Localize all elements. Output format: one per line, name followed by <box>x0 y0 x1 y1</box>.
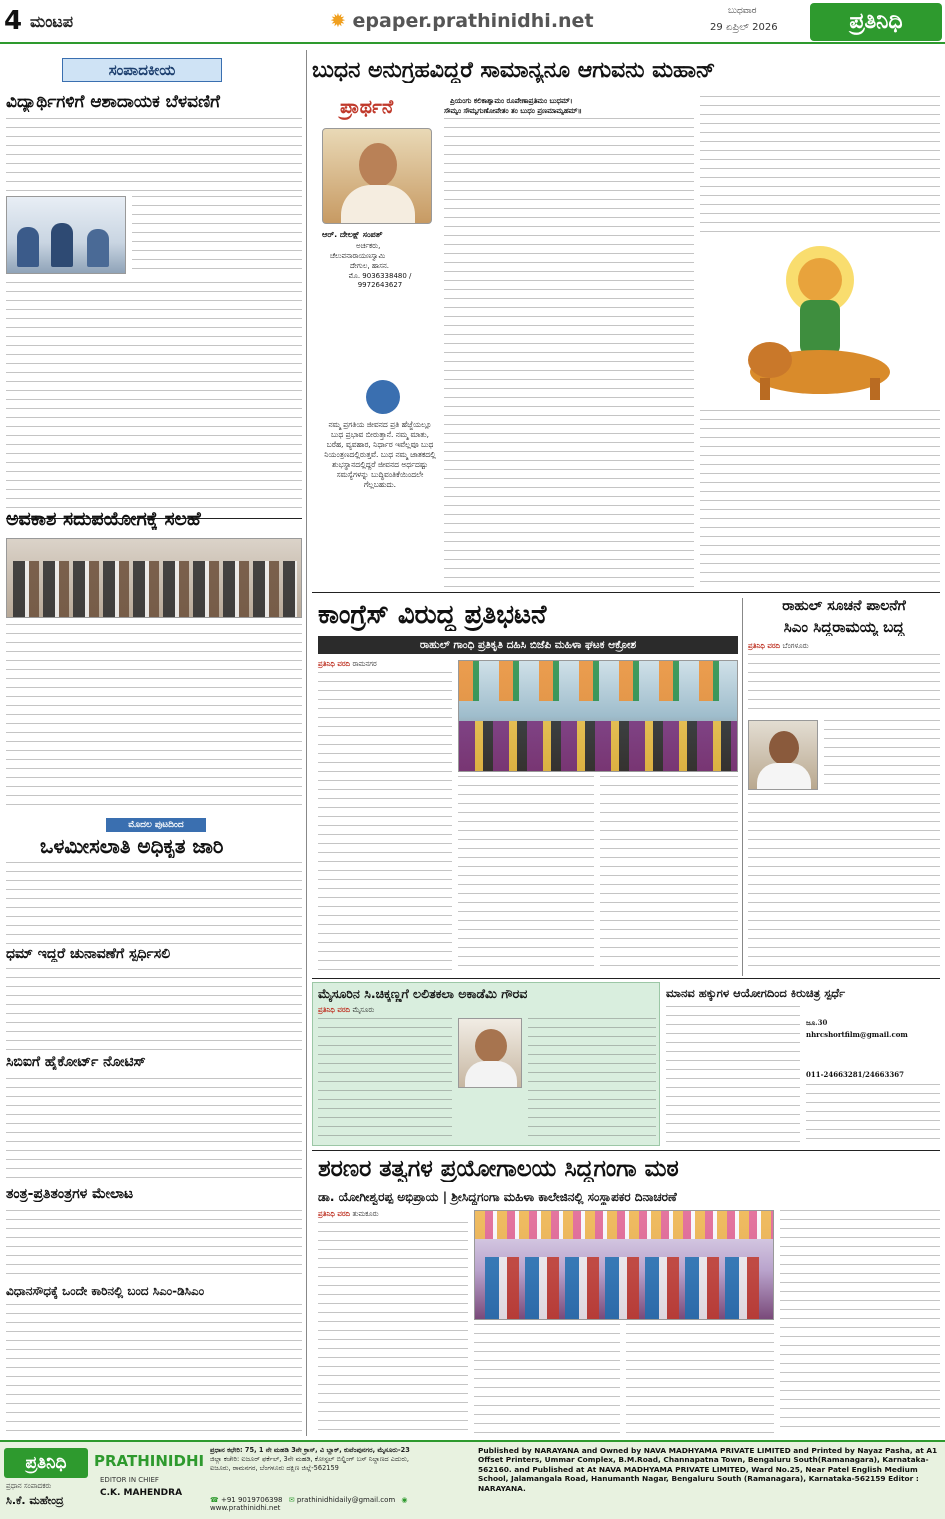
editorial-photo <box>6 196 126 274</box>
author-phone: ಮೊ. 9036338480 / 9972643627 <box>348 272 412 289</box>
byline-text: ಪ್ರತಿನಿಧಿ ವರದಿ <box>318 1210 351 1218</box>
byline-text: ಪ್ರತಿನಿಧಿ ವರದಿ <box>318 660 351 668</box>
stage-flowers <box>475 1211 774 1239</box>
footer <box>0 1440 945 1519</box>
footer-editor-name-kn: ಸಿ.ಕೆ. ಮಹೇಂದ್ರ <box>6 1494 64 1507</box>
rahul-headline-2: ಸಿಎಂ ಸಿದ್ದರಾಮಯ್ಯ ಬದ್ಧ <box>783 618 905 636</box>
column-divider <box>742 598 743 976</box>
author-place: ದೇಗುಲ, ಹಾಸನ. <box>350 262 389 270</box>
avakasha-headline: ಅವಕಾಶ ಸದುಪಯೋಗಕ್ಕೆ ಸಲಹೆ <box>6 508 201 530</box>
rahul-body-side <box>824 720 940 790</box>
editorial-body-bottom <box>6 282 302 514</box>
feature-headline: ಬುಧನ ಅನುಗ್ರಹವಿದ್ದರೆ ಸಾಮಾನ್ಯನೂ ಆಗುವನು ಮಹಾನ್ <box>312 58 716 83</box>
chikkanna-photo <box>458 1018 522 1088</box>
sharanara-subheadline: ಡಾ. ಯೋಗೀಶ್ವರಪ್ಪ ಅಭಿಪ್ರಾಯ | ಶ್ರೀಸಿದ್ದಗಂಗಾ ಮಹಿಳಾ ಕಾಲೇಜಿನಲ್ಲಿ ಸಂಸ್ಥಾಪಕರ ದಿನಾಚರಣೆ <box>318 1190 677 1204</box>
sharanara-headline: ಶರಣರ ತತ್ವಗಳ ಪ್ರಯೋಗಾಲಯ ಸಿದ್ದಗಂಗಾ ಮಠ <box>318 1156 679 1182</box>
congress-headline: ಕಾಂಗ್ರೆಸ್ ವಿರುದ್ಧ ಪ್ರತಿಭಟನೆ <box>318 600 547 630</box>
footer-imprint: Published by NARAYANA and Owned by NAVA MADHYAMA PRIVATE LIMITED and Printed by Nayaz Pasha, at A1 Offset Printers, Ummar Complex, B.M.Road, Channapatna Town, Bengaluru South(Ramanagara), Karnataka-562160. and Published at At NAVA MADHYAMA PRIVATE LIMITED, Ward No.25, Near Patel English Medium School, Jalamangala Road, Hanumanth Nagar, Bengaluru South (Ramanagara), Karnataka-562159 Editor : NARAYANA. <box>478 1446 938 1493</box>
cbi-body <box>6 1078 302 1184</box>
congress-subheadline: ರಾಹುಲ್ ಗಾಂಧಿ ಪ್ರತಿಕೃತಿ ದಹಿಸಿ ಬಿಜೆಪಿ ಮಹಿಳಾ ಘಟಕ ಆಕ್ರೋಶ <box>318 636 738 654</box>
congress-body-col1 <box>318 672 452 972</box>
footer-office-main: ಪ್ರಧಾನ ಕಛೇರಿ: 75, 1 ನೇ ಮಹಡಿ 3ನೇ ಕ್ರಾಸ್, ವಿ ಬ್ಲಾಕ್, ಕುವೆಂಪುನಗರ, ಮೈಸೂರು-23 <box>210 1446 410 1454</box>
shloka-line-1: ಪ್ರಿಯಂಗು ಕಲಿಕಾಶ್ಯಾಮಂ ರೂಪೇಣಾಪ್ರತಿಮಂ ಬುಧಮ್। <box>450 96 573 105</box>
footer-masthead-en: PRATHINIDHI <box>94 1452 205 1470</box>
author-photo <box>322 128 432 224</box>
byline-place: ಬೆಂಗಳೂರು <box>782 642 809 650</box>
human-rights-body-col1 <box>666 1006 800 1144</box>
rahul-headline-1: ರಾಹುಲ್ ಸೂಚನೆ ಪಾಲನೆಗೆ <box>782 598 906 614</box>
column-divider <box>306 50 307 1436</box>
rahul-body-top <box>748 654 940 716</box>
quote-icon <box>366 380 400 414</box>
footer-masthead-kn: ಪ್ರತಿನಿಧಿ <box>4 1448 88 1478</box>
mysuru-byline <box>318 1006 374 1015</box>
dham-body <box>6 968 302 1052</box>
footer-contacts <box>210 1496 470 1512</box>
chikkanna-face <box>475 1029 507 1063</box>
human-rights-phone: 011-24663281/24663367 <box>806 1070 905 1079</box>
sharanara-body-col3 <box>626 1324 774 1434</box>
editorial-body-right-of-photo <box>132 196 302 276</box>
shloka-line-2: ಸೌಮ್ಯಂ ಸೌಮ್ಯಗುಣೋಪೇತಂ ತಂ ಬುಧಂ ಪ್ರಣಮಾಮ್ಯಹಮ್॥ <box>444 106 582 115</box>
cbi-headline: ಸಿಬಿಐಗೆ ಹೈಕೋರ್ಟ್ ನೋಟಿಸ್ <box>6 1054 146 1070</box>
human-rights-body-col2 <box>806 1084 940 1144</box>
divider <box>312 1150 940 1151</box>
sharanara-byline <box>318 1210 379 1219</box>
byline-text: ಪ್ರತಿನಿಧಿ ವರದಿ <box>318 1006 351 1014</box>
chikkanna-shoulders <box>465 1061 517 1088</box>
footer-editor-name-en: C.K. MAHENDRA <box>100 1488 183 1498</box>
prarthane-label: ಪ್ರಾರ್ಥನೆ <box>340 96 394 118</box>
feature-body-col3 <box>700 96 940 236</box>
sharanara-body-col2 <box>474 1324 620 1434</box>
byline-text: ಪ್ರತಿನಿಧಿ ವರದಿ <box>748 642 781 650</box>
vidhana-body <box>6 1304 302 1434</box>
footer-website[interactable]: www.prathinidhi.net <box>210 1504 281 1512</box>
author-name: ಆರ್. ದೇಲಕ್ಷ್ ಸಂಪತ್ <box>322 230 383 239</box>
masthead-logo: ಪ್ರತಿನಿಧಿ <box>810 3 942 41</box>
page-header <box>0 0 945 44</box>
sharanara-photo <box>474 1210 774 1320</box>
human-rights-deadline: ಜೂ.30 <box>806 1018 828 1027</box>
stage-people <box>485 1257 765 1320</box>
mysuru-body-col1 <box>318 1018 452 1142</box>
cm-photo <box>748 720 818 790</box>
pull-quote: ನಮ್ಮ ಪ್ರಗತಿಯ ಜೀವನದ ಪ್ರತಿ ಹೆಜ್ಜೆಯಲ್ಲೂ ಬುಧ ಪ್ರಭಾವ ಬೀರುತ್ತಾನೆ. ನಮ್ಮ ಮಾತು, ಬರೆಹ, ವ್ಯವಹಾರ, ನಿರ್ಧಾರ ಇವೆಲ್ಲವೂ ಬುಧ ನಿಯಂತ್ರಣದಲ್ಲಿರುತ್ತವೆ. ಬುಧ ನಮ್ಮ ಜಾತಕದಲ್ಲಿ ಶುಭಸ್ಥಾನದಲ್ಲಿದ್ದರೆ ಜೀವನದ ಅರ್ಧದಷ್ಟು ಸಮಸ್ಯೆಗಳನ್ನು ಬುದ್ಧಿವಂತಿಕೆಯಿಂದಲೇ ಗೆಲ್ಲಬಹುದು. <box>324 420 436 489</box>
congress-photo <box>458 660 738 772</box>
footer-phone[interactable]: +91 9019706398 <box>220 1496 283 1504</box>
budha-deity-icon <box>700 240 940 406</box>
footer-office-district-2: ಐಜೂರು, ರಾಮನಗರ, ಬೆಂಗಳೂರು ದಕ್ಷಿಣ ಜಿಲ್ಲೆ-562159 <box>210 1464 339 1472</box>
feature-body-col2 <box>444 118 694 590</box>
issue-day: ಬುಧವಾರ <box>728 6 757 16</box>
vidhana-headline: ವಿಧಾನಸೌಧಕ್ಕೆ ಒಂದೇ ಕಾರಿನಲ್ಲಿ ಬಂದ ಸಿಎಂ-ಡಿಸಿಎಂ <box>6 1284 205 1298</box>
divider <box>312 978 940 979</box>
section-name: ಮಂಟಪ <box>30 12 74 31</box>
footer-editor-label-kn: ಪ್ರಧಾನ ಸಂಪಾದಕರು <box>6 1482 52 1490</box>
author-temple: ಚೆಲುವನಾರಾಯಣಸ್ವಾಮಿ <box>330 252 386 260</box>
editorial-label: ಸಂಪಾದಕೀಯ <box>62 58 222 82</box>
rahul-byline <box>748 642 809 651</box>
students-figure <box>17 227 39 267</box>
globe-icon: ◉ <box>401 1496 408 1504</box>
byline-place: ಮೈಸೂರು <box>352 1006 375 1014</box>
mysuru-headline: ಮೈಸೂರಿನ ಸಿ.ಚಿಕ್ಕಣ್ಣಗೆ ಲಲಿತಕಲಾ ಅಕಾಡೆಮಿ ಗೌರವ <box>318 986 528 1001</box>
editorial-headline: ವಿದ್ಯಾರ್ಥಿಗಳಿಗೆ ಆಶಾದಾಯಕ ಬೆಳವಣಿಗೆ <box>6 92 220 112</box>
feature-body-col3-lower <box>700 410 940 590</box>
group-row <box>13 561 297 617</box>
website-text: epaper.prathinidhi.net <box>352 10 594 32</box>
olameesalati-headline: ಒಳಮೀಸಲಾತಿ ಅಧಿಕೃತ ಜಾರಿ <box>40 834 224 858</box>
mysuru-body-col2 <box>528 1018 656 1142</box>
students-figure <box>51 223 73 267</box>
footer-logo-block <box>4 1446 204 1516</box>
divider <box>312 592 940 593</box>
continued-label: ಮೊದಲ ಪುಟದಿಂದ <box>106 818 206 832</box>
cm-face <box>769 731 799 765</box>
avakasha-body <box>6 624 302 812</box>
phone-icon: ☎ <box>210 1496 219 1504</box>
mail-icon: ✉ <box>288 1496 295 1504</box>
tantra-headline: ತಂತ್ರ-ಪ್ರತಿತಂತ್ರಗಳ ಮೇಲಾಟ <box>6 1186 134 1202</box>
avakasha-photo <box>6 538 302 618</box>
budha-illustration <box>700 240 940 406</box>
human-rights-headline: ಮಾನವ ಹಕ್ಕುಗಳ ಆಯೋಗದಿಂದ ಕಿರುಚಿತ್ರ ಸ್ಪರ್ಧೆ <box>666 986 846 1000</box>
byline-place: ತುಮಕೂರು <box>352 1210 379 1218</box>
byline-place: ರಾಮನಗರ <box>352 660 377 668</box>
footer-editor-label-en: EDITOR IN CHIEF <box>100 1476 159 1484</box>
congress-byline <box>318 660 377 669</box>
author-face <box>359 143 397 187</box>
website-link[interactable] <box>330 10 594 32</box>
editorial-body-top <box>6 118 302 192</box>
tantra-body <box>6 1210 302 1282</box>
footer-office-district: ಜಿಲ್ಲಾ ಕಚೇರಿ: ಐಜೂರ್ ಫರ್ಕೆಲ್, 3ನೇ ಮಹಡಿ, ಕೋಸ್ಟಲ್ ಬಿಲ್ಡಿಂಗ್ ಬಸ್ ನಿಲ್ದಾಣದ ಎದುರು, <box>210 1455 410 1463</box>
sharanara-body-col4 <box>780 1210 940 1434</box>
cm-shoulders <box>757 763 811 790</box>
olameesalati-body <box>6 862 302 944</box>
protest-crowd <box>459 721 738 772</box>
sun-icon: ✹ <box>330 10 346 32</box>
congress-body-col3 <box>600 776 738 972</box>
rahul-body-bottom <box>748 794 940 974</box>
author-role: ಅರ್ಚಕರು, <box>356 242 381 250</box>
students-figure <box>87 229 109 267</box>
issue-date: 29 ಏಪ್ರಿಲ್ 2026 <box>710 22 778 33</box>
author-shoulders <box>341 185 415 224</box>
sharanara-body-col1 <box>318 1222 468 1434</box>
dham-headline: ಧಮ್ ಇದ್ದರೆ ಚುನಾವಣೆಗೆ ಸ್ಪರ್ಧಿಸಲಿ <box>6 946 171 962</box>
protest-flags <box>459 661 738 701</box>
human-rights-email[interactable]: nhrcshortfilm@gmail.com <box>806 1030 908 1039</box>
page-number: 4 <box>4 6 23 36</box>
footer-email[interactable]: prathinidhidaily@gmail.com <box>296 1496 396 1504</box>
congress-body-col2 <box>458 776 594 972</box>
